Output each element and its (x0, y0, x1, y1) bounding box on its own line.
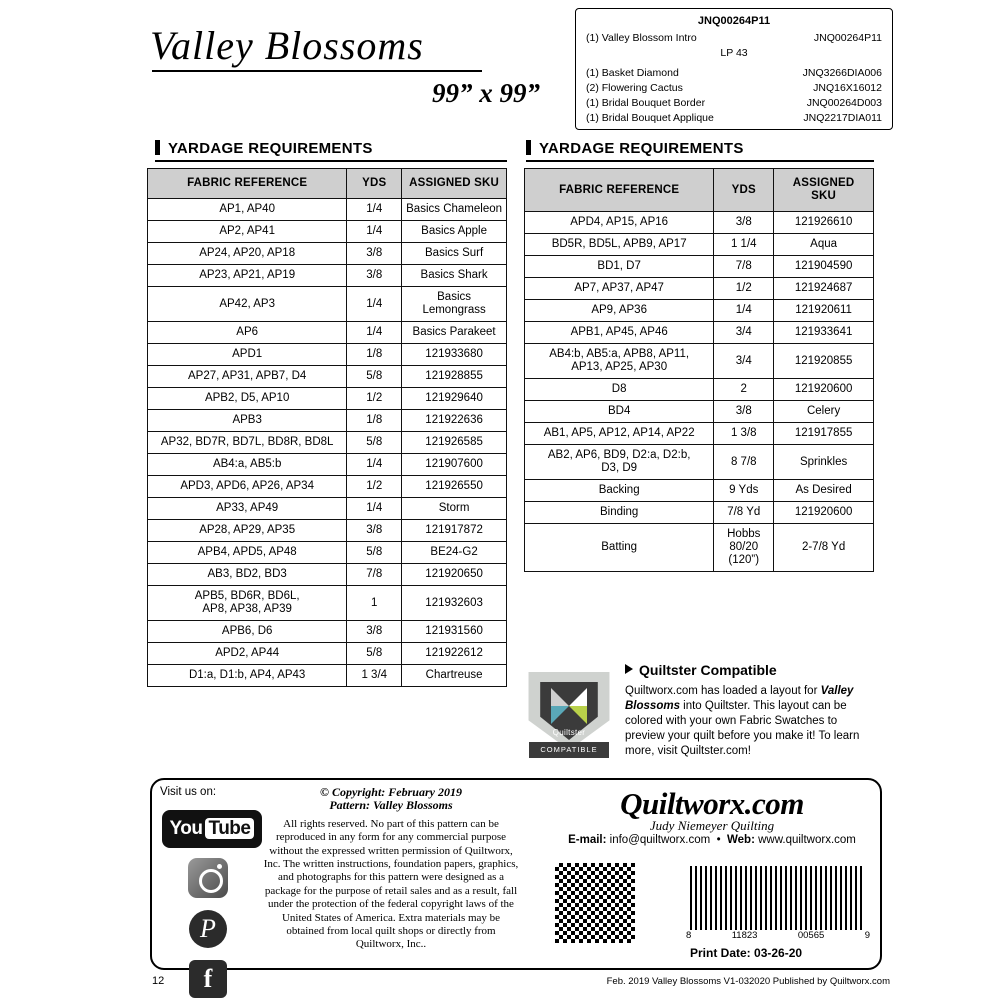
sku-cell: As Desired (774, 480, 874, 502)
sku-cell: 121917872 (402, 520, 507, 542)
social-links (162, 810, 262, 998)
facebook-icon[interactable]: f (189, 960, 227, 998)
column-header: FABRIC REFERENCE (525, 169, 714, 212)
column-header: FABRIC REFERENCE (148, 169, 347, 199)
column-header: YDS (347, 169, 402, 199)
fabric-reference-cell: APD3, APD6, AP26, AP34 (148, 476, 347, 498)
fabric-reference-cell: AP42, AP3 (148, 287, 347, 322)
fabric-reference-cell: AB2, AP6, BD9, D2:a, D2:b, D3, D9 (525, 445, 714, 480)
left-yardage-heading-text: YARDAGE REQUIREMENTS (168, 140, 373, 157)
quiltster-compatible-badge (523, 672, 615, 764)
table-header-row (525, 169, 874, 212)
table-row (525, 401, 874, 423)
table-row (525, 234, 874, 256)
heading-bar-icon (155, 140, 160, 155)
right-yardage-heading (526, 140, 744, 157)
sku-cell: 121926585 (402, 432, 507, 454)
left-yardage-heading (155, 140, 373, 157)
sku-cell: Basics Chameleon (402, 199, 507, 221)
contact-line (552, 834, 872, 846)
sku-cell: 121924687 (774, 278, 874, 300)
fabric-reference-cell: AB3, BD2, BD3 (148, 564, 347, 586)
fabric-reference-cell: AP1, AP40 (148, 199, 347, 221)
yds-cell: 3/8 (347, 243, 402, 265)
visit-us-label: Visit us on: (160, 786, 217, 798)
yds-cell: 8 7/8 (714, 445, 774, 480)
title-divider (152, 70, 482, 72)
barcode-digits (686, 930, 870, 941)
table-row (525, 256, 874, 278)
quiltster-desc-part1: Quiltworx.com has loaded a layout for (625, 685, 821, 697)
sku-summary-box (575, 8, 893, 130)
table-row (148, 344, 507, 366)
yds-cell: 1/8 (347, 410, 402, 432)
table-row (525, 445, 874, 480)
yds-cell: 1/2 (714, 278, 774, 300)
fabric-reference-cell: BD1, D7 (525, 256, 714, 278)
sku-cell: 121933641 (774, 322, 874, 344)
yds-cell: 1/2 (347, 388, 402, 410)
sku-cell: Basics Surf (402, 243, 507, 265)
sku-cell: 121920855 (774, 344, 874, 379)
table-row (525, 480, 874, 502)
table-row (148, 520, 507, 542)
sku-cell: 121920650 (402, 564, 507, 586)
quiltworx-logo-main: Quiltworx.com (620, 786, 804, 821)
sku-item-code: JNQ2217DIA011 (803, 112, 882, 124)
table-header-row (148, 169, 507, 199)
barcode-digit: 8 (686, 930, 692, 941)
page-title: Valley Blossoms (150, 23, 424, 68)
left-yardage-table (147, 168, 507, 687)
table-row (148, 476, 507, 498)
yds-cell: 5/8 (347, 643, 402, 665)
badge-brand-label: Quiltster (552, 728, 586, 737)
yds-cell: 5/8 (347, 432, 402, 454)
table-row (148, 454, 507, 476)
yds-cell: 3/8 (714, 401, 774, 423)
sku-cell: BE24-G2 (402, 542, 507, 564)
pattern-line: Pattern: Valley Blossoms (329, 798, 453, 813)
yds-cell: 1 1/4 (714, 234, 774, 256)
table-row (148, 199, 507, 221)
page-number: 12 (152, 975, 165, 987)
fabric-reference-cell: D1:a, D1:b, AP4, AP43 (148, 665, 347, 687)
sku-cell: 121922612 (402, 643, 507, 665)
sku-item-code: JNQ00264D003 (806, 97, 882, 109)
quiltworx-logo (562, 786, 862, 834)
sku-box-header: JNQ00264P11 (697, 15, 771, 27)
yds-cell: 3/8 (714, 212, 774, 234)
table-row (148, 586, 507, 621)
right-heading-rule (526, 160, 874, 162)
quiltster-description (625, 684, 875, 759)
sku-cell: Aqua (774, 234, 874, 256)
left-table-head (148, 169, 507, 199)
quiltster-logo-icon (551, 688, 587, 724)
quiltster-section-title (625, 662, 777, 678)
fabric-reference-cell: AP23, AP21, AP19 (148, 265, 347, 287)
table-row (148, 643, 507, 665)
yds-cell: 5/8 (347, 542, 402, 564)
barcode (690, 866, 862, 930)
yds-cell: 7/8 (714, 256, 774, 278)
sku-cell: Basics Shark (402, 265, 507, 287)
fabric-reference-cell: BD4 (525, 401, 714, 423)
table-row (525, 423, 874, 445)
table-row (148, 265, 507, 287)
table-row (525, 344, 874, 379)
yds-cell: 1 3/8 (714, 423, 774, 445)
web-label: Web: (727, 834, 755, 846)
sku-cell: 121920600 (774, 502, 874, 524)
yds-cell: 1/8 (347, 344, 402, 366)
print-date (690, 946, 870, 960)
quiltster-title-text: Quiltster Compatible (639, 662, 777, 678)
sku-cell: 121926610 (774, 212, 874, 234)
table-row (148, 366, 507, 388)
yds-cell: 3/8 (347, 265, 402, 287)
yds-cell: 2 (714, 379, 774, 401)
sku-cell: Basics Lemongrass (402, 287, 507, 322)
sku-cell: Chartreuse (402, 665, 507, 687)
yds-cell: 9 Yds (714, 480, 774, 502)
barcode-digit: 9 (864, 930, 870, 941)
web-value[interactable]: www.quiltworx.com (758, 834, 856, 846)
fabric-reference-cell: AP28, AP29, AP35 (148, 520, 347, 542)
fabric-reference-cell: AP33, AP49 (148, 498, 347, 520)
sku-item-code: JNQ00264P11 (813, 32, 882, 44)
fabric-reference-cell: AB4:b, AB5:a, APB8, AP11, AP13, AP25, AP30 (525, 344, 714, 379)
email-value[interactable]: info@quiltworx.com (609, 834, 711, 846)
sku-cell: 121917855 (774, 423, 874, 445)
right-table-body (525, 212, 874, 572)
footer-note: Feb. 2019 Valley Blossoms V1-032020 Published by Quiltworx.com (606, 976, 890, 987)
column-header: ASSIGNED SKU (402, 169, 507, 199)
yds-cell: 7/8 Yd (714, 502, 774, 524)
sku-item-code: JNQ16X16012 (813, 82, 882, 94)
column-header: ASSIGNED SKU (774, 169, 874, 212)
yds-cell: 3/4 (714, 344, 774, 379)
fabric-reference-cell: BD5R, BD5L, APB9, AP17 (525, 234, 714, 256)
fabric-reference-cell: Batting (525, 524, 714, 572)
right-yardage-table (524, 168, 874, 572)
table-row (148, 322, 507, 344)
table-row (148, 498, 507, 520)
yds-cell: 1/4 (714, 300, 774, 322)
sku-cell: 121929640 (402, 388, 507, 410)
print-date-label: Print Date: (690, 946, 751, 960)
fabric-reference-cell: Backing (525, 480, 714, 502)
sku-cell: 121933680 (402, 344, 507, 366)
sku-cell: 121920611 (774, 300, 874, 322)
sku-cell: Sprinkles (774, 445, 874, 480)
sku-cell: 121907600 (402, 454, 507, 476)
table-row (148, 564, 507, 586)
yds-cell: 1 (347, 586, 402, 621)
yds-cell: 1/4 (347, 454, 402, 476)
fabric-reference-cell: AB4:a, AB5:b (148, 454, 347, 476)
sku-cell: 121904590 (774, 256, 874, 278)
fabric-reference-cell: Binding (525, 502, 714, 524)
pinterest-icon[interactable]: P (189, 910, 227, 948)
fabric-reference-cell: APB2, D5, AP10 (148, 388, 347, 410)
sku-cell: 121931560 (402, 621, 507, 643)
table-row (148, 432, 507, 454)
fabric-reference-cell: APD1 (148, 344, 347, 366)
fabric-reference-cell: APB4, APD5, AP48 (148, 542, 347, 564)
sku-row (586, 31, 882, 46)
copyright-line: © Copyright: February 2019 (320, 785, 462, 799)
sku-row (586, 96, 882, 111)
sku-item-label: (1) Basket Diamond (586, 67, 679, 79)
heading-bar-icon (526, 140, 531, 155)
yds-cell: 1 3/4 (347, 665, 402, 687)
fabric-reference-cell: AB1, AP5, AP12, AP14, AP22 (525, 423, 714, 445)
barcode-digit: 00565 (797, 930, 825, 941)
quiltworx-logo-sub: Judy Niemeyer Quilting (649, 818, 775, 833)
sku-item-label: (1) Bridal Bouquet Applique (586, 112, 714, 124)
table-row (525, 379, 874, 401)
copyright-block (262, 786, 520, 952)
table-row (148, 410, 507, 432)
fabric-reference-cell: APB3 (148, 410, 347, 432)
fabric-reference-cell: APB6, D6 (148, 621, 347, 643)
fabric-reference-cell: APB5, BD6R, BD6L, AP8, AP38, AP39 (148, 586, 347, 621)
fabric-reference-cell: AP9, AP36 (525, 300, 714, 322)
fabric-reference-cell: AP27, AP31, APB7, D4 (148, 366, 347, 388)
yds-cell: 7/8 (347, 564, 402, 586)
table-row (525, 524, 874, 572)
yds-cell: Hobbs 80/20 (120”) (714, 524, 774, 572)
fabric-reference-cell: AP7, AP37, AP47 (525, 278, 714, 300)
contact-separator: • (713, 834, 724, 846)
table-row (148, 388, 507, 410)
sku-row (586, 66, 882, 81)
table-row (148, 621, 507, 643)
fabric-reference-cell: AP32, BD7R, BD7L, BD8R, BD8L (148, 432, 347, 454)
legal-text: All rights reserved. No part of this pattern can be reproduced in any form for any commercial purpose without the expressed written permission of Quiltworx, Inc. The written instructions, foundation papers, graphics, and photographs for this pattern were designed as a package for the purpose of retail sales and as a result, fall under the protection of the federal copyright laws of the United States of America. Extra materials may be obtained from local quilt shops or directly from Quiltworx, Inc.. (263, 817, 519, 951)
sku-cell: Storm (402, 498, 507, 520)
fabric-reference-cell: AP24, AP20, AP18 (148, 243, 347, 265)
sku-row (586, 111, 882, 126)
yds-cell: 1/4 (347, 287, 402, 322)
fabric-reference-cell: AP2, AP41 (148, 221, 347, 243)
table-row (148, 221, 507, 243)
left-heading-rule (155, 160, 507, 162)
instagram-icon[interactable] (188, 858, 228, 898)
sku-row (586, 81, 882, 96)
badge-ribbon-label: COMPATIBLE (529, 742, 609, 758)
fabric-reference-cell: APD4, AP15, AP16 (525, 212, 714, 234)
fabric-reference-cell: AP6 (148, 322, 347, 344)
yds-cell: 1/2 (347, 476, 402, 498)
right-yardage-heading-text: YARDAGE REQUIREMENTS (539, 140, 744, 157)
table-row (525, 502, 874, 524)
sku-cell: 2-7/8 Yd (774, 524, 874, 572)
sku-cell: 121920600 (774, 379, 874, 401)
table-row (525, 278, 874, 300)
yds-cell: 1/4 (347, 498, 402, 520)
sku-cell: Basics Apple (402, 221, 507, 243)
table-row (148, 542, 507, 564)
table-row (525, 300, 874, 322)
qr-code[interactable] (552, 860, 638, 946)
yds-cell: 1/4 (347, 322, 402, 344)
quiltster-pattern-name: Valley Blossoms (625, 685, 854, 712)
table-row (525, 212, 874, 234)
sku-cell: Basics Parakeet (402, 322, 507, 344)
quiltster-desc-part2: into Quiltster. This layout can be colored with your own Fabric Swatches to preview your quilt before you make it! To learn more, visit Quiltster.com! (625, 700, 860, 757)
sku-cell: Celery (774, 401, 874, 423)
sku-item-label: (2) Flowering Cactus (586, 82, 683, 94)
yds-cell: 5/8 (347, 366, 402, 388)
table-row (148, 287, 507, 322)
yds-cell: 3/4 (714, 322, 774, 344)
youtube-icon[interactable]: You Tube (162, 810, 262, 848)
yds-cell: 3/8 (347, 520, 402, 542)
sku-cell: 121928855 (402, 366, 507, 388)
yds-cell: 1/4 (347, 199, 402, 221)
sku-item-label: (1) Valley Blossom Intro (586, 32, 697, 44)
quilt-size-label: 99” x 99” (432, 78, 540, 108)
left-table-body (148, 199, 507, 687)
sku-cell: 121926550 (402, 476, 507, 498)
fabric-reference-cell: APD2, AP44 (148, 643, 347, 665)
fabric-reference-cell: D8 (525, 379, 714, 401)
fabric-reference-cell: APB1, AP45, AP46 (525, 322, 714, 344)
yds-cell: 1/4 (347, 221, 402, 243)
sku-subline: LP 43 (720, 47, 748, 59)
sku-item-code: JNQ3266DIA006 (802, 67, 882, 79)
print-date-value: 03-26-20 (754, 946, 803, 960)
barcode-digit: 11823 (731, 930, 758, 941)
email-label: E-mail: (568, 834, 607, 846)
table-row (148, 243, 507, 265)
triangle-bullet-icon (625, 664, 633, 674)
sku-item-label: (1) Bridal Bouquet Border (586, 97, 706, 109)
table-row (525, 322, 874, 344)
sku-cell: 121932603 (402, 586, 507, 621)
yds-cell: 3/8 (347, 621, 402, 643)
sku-cell: 121922636 (402, 410, 507, 432)
table-row (148, 665, 507, 687)
column-header: YDS (714, 169, 774, 212)
right-table-head (525, 169, 874, 212)
